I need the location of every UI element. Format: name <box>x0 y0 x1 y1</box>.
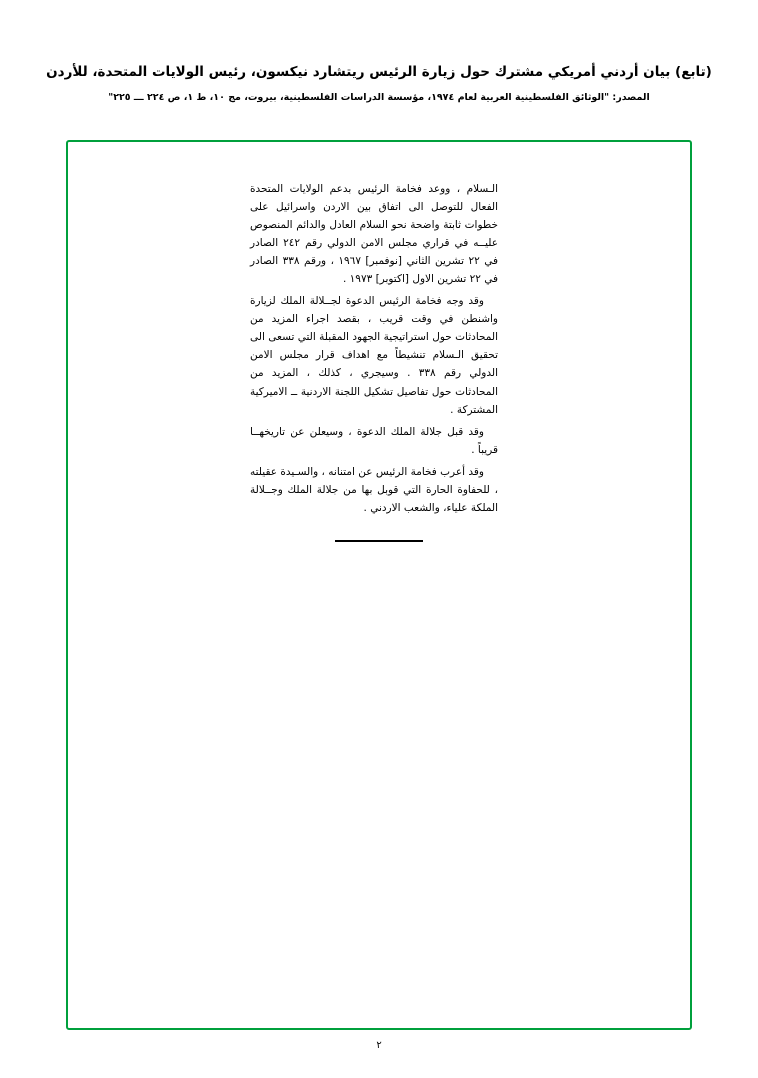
page-number: ٢ <box>376 1040 382 1051</box>
content-frame <box>66 140 692 1030</box>
section-divider <box>68 540 690 542</box>
body-text <box>250 180 498 521</box>
page-title: (تابع) بيان أردني أمريكي مشترك حول زيارة الرئيس ريتشارد نيكسون، رئيس الولايات المتحدة، للأردن <box>46 64 712 80</box>
paragraph-2: وقد وجه فخامة الرئيس الدعوة لجــلالة الملك لزيارة واشنطن في وقت قريب ، بقصد اجراء المزيد من المحادثات حول استراتيجية الجهود المقبلة التي تسعى الى تحقيق الـسلام تنشيطاً مع اهداف قرار مجلس الامن الدولي رقم ٣٣٨ . وسيجري ، كذلك ، المزيد من المحادثات حول تفاصيل تشكيل اللجنة الاردنية ــ الاميركية المشتركة . <box>250 295 498 416</box>
paragraph-1: الـسلام ، ووعد فخامة الرئيس بدعم الولايات المتحدة الفعال للتوصل الى اتفاق بين الاردن واسرائيل على خطوات ثابتة واضحة نحو السلام العادل والدائم المنصوص عليــه في قراري مجلس الامن الدولي رقم ٢٤٢ الصادر في ٢٢ تشرين الثاني [نوفمبر] ١٩٦٧ ، ورقم ٣٣٨ الصادر في ٢٢ تشرين الاول [اكتوبر] ١٩٧٣ . <box>250 183 498 286</box>
document-header <box>0 62 758 106</box>
paragraph-3: وقد قبل جلالة الملك الدعوة ، وسيعلن عن تاريخهــا قريباً . <box>250 425 498 456</box>
paragraph-4: وقد أعرب فخامة الرئيس عن امتنانه ، والسـيدة عقيلته ، للحفاوة الحارة التي قوبل بها من جلالة الملك وجــلالة الملكة علياء، والشعب الاردني . <box>250 465 498 514</box>
source-citation: المصدر: "الوثائق الفلسطينية العربية لعام ١٩٧٤، مؤسسة الدراسات الفلسطينية، بيروت، مج ١٠، ط ١، ص ٢٢٤ ـــ ٢٢٥" <box>108 92 650 104</box>
